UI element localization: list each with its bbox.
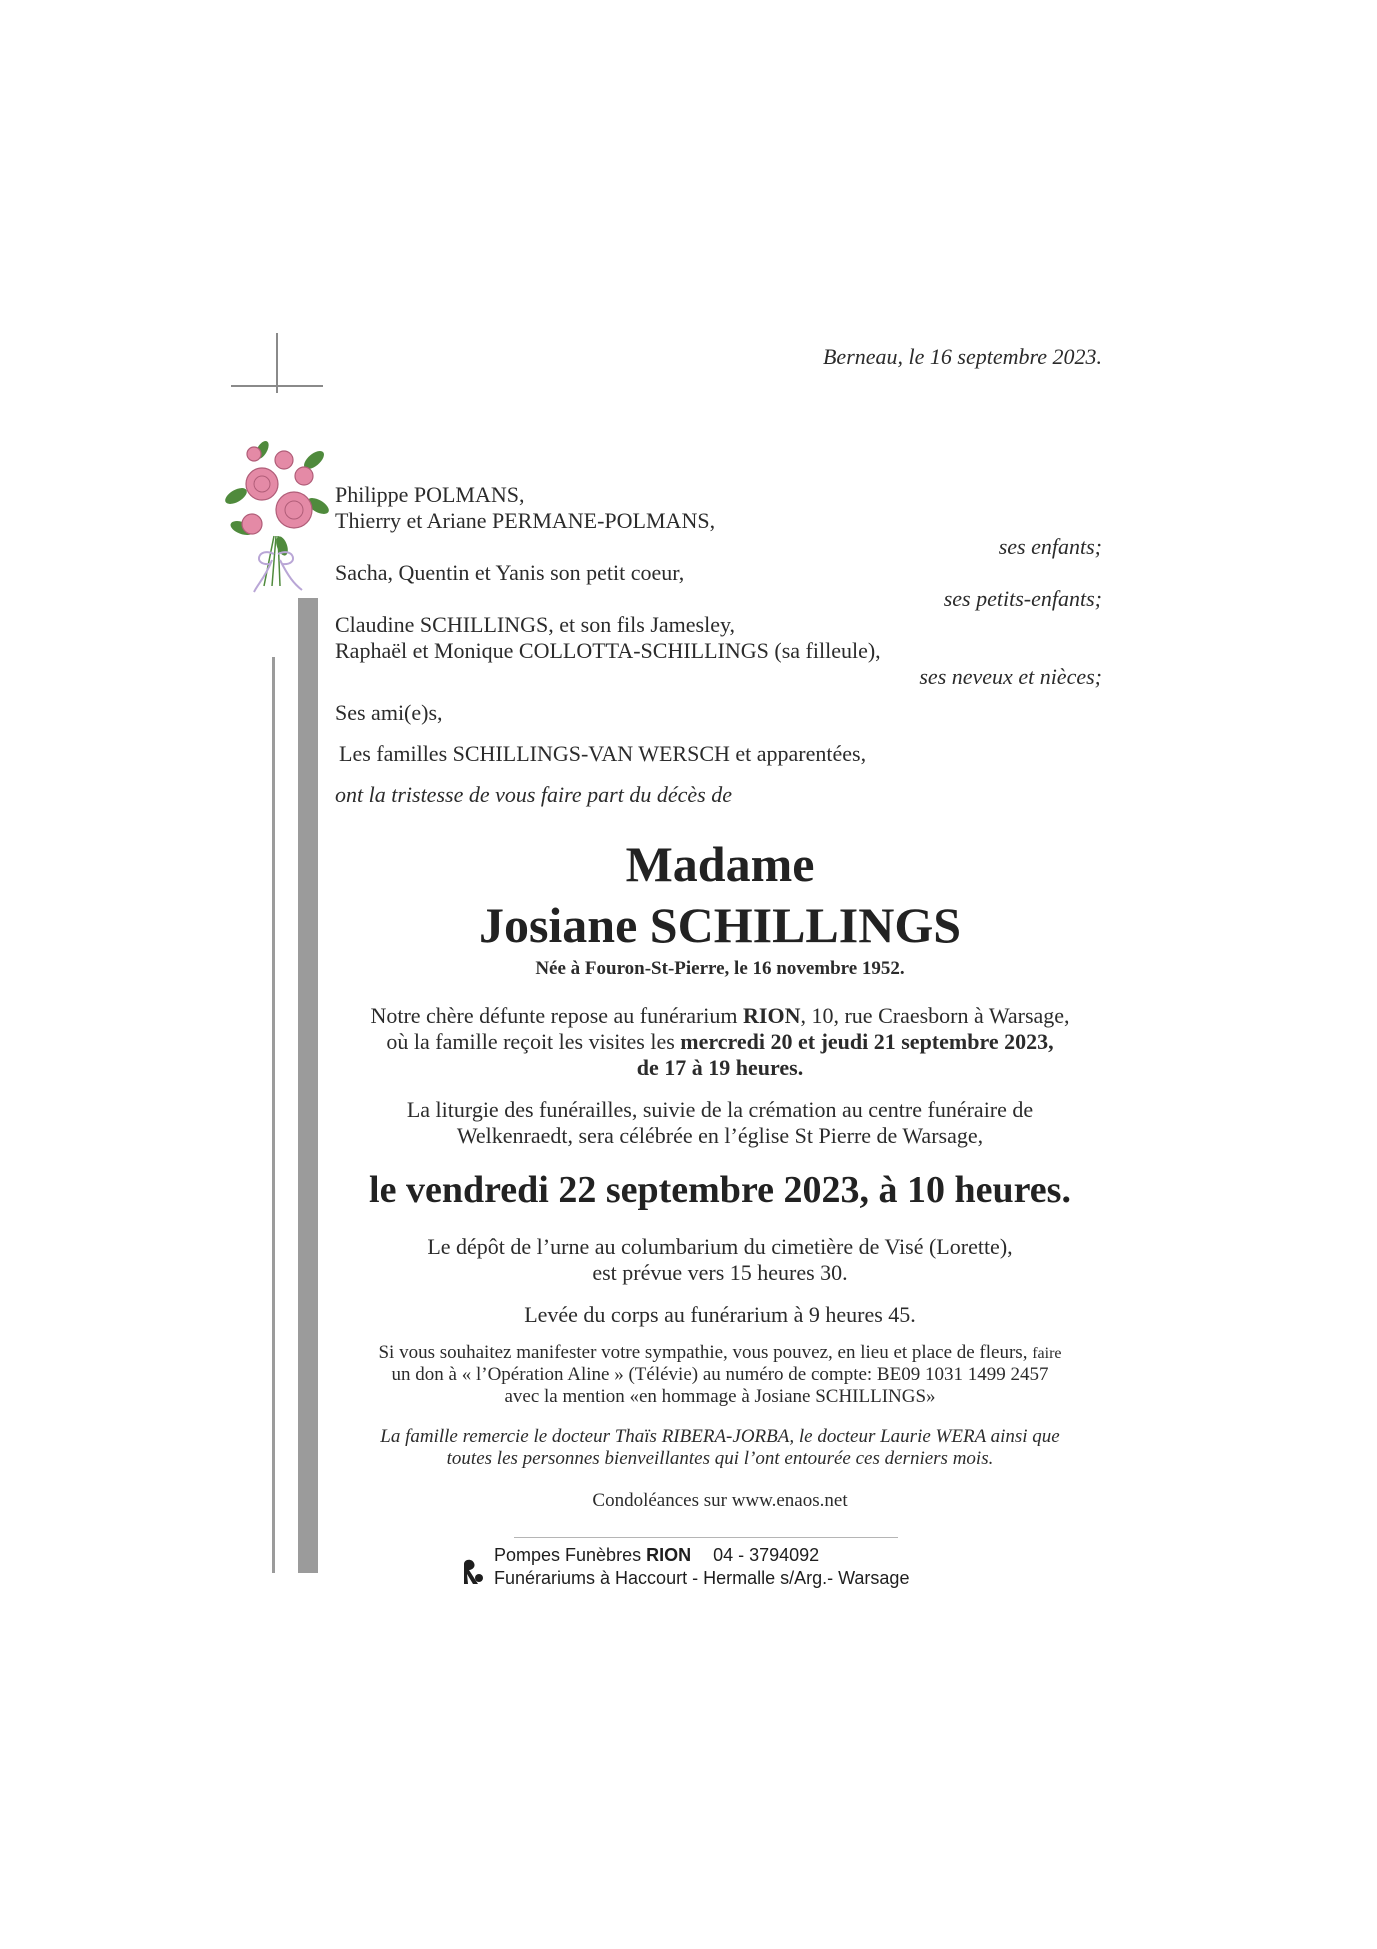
thanks-line-2: toutes les personnes bienveillantes qui l’ont entourée ces derniers mois. [446,1448,994,1469]
urn-line-2: est prévue vers 15 heures 30. [592,1260,848,1285]
deceased-birth: Née à Fouron-St-Pierre, le 16 novembre 1952. [535,958,905,979]
role-nephews: ses neveux et nièces; [919,664,1102,689]
visit-hours: de 17 à 19 heures. [636,1055,804,1080]
family-grandchildren: Sacha, Quentin et Yanis son petit coeur, [335,560,685,585]
donation-text-small: faire [1032,1345,1062,1362]
funeral-home-name: RION [743,1003,801,1028]
donation-line-3: avec la mention «en hommage à Josiane SCHILLINGS» [504,1386,936,1407]
donation-text: Si vous souhaitez manifester votre sympathie, vous pouvez, en lieu et place de fleurs, [378,1342,1028,1363]
cross-horizontal [231,385,323,387]
footer-company-name: RION [646,1545,692,1565]
rest-address: , 10, rue Craesborn à Warsage, [800,1003,1070,1028]
cross-vertical [276,333,278,393]
donation-line-1 [270,1342,1170,1365]
family-families: Les familles SCHILLINGS-VAN WERSCH et apparentées, [339,741,867,766]
donation-line-2: un don à « l’Opération Aline » (Télévie) au numéro de compte: BE09 1031 1499 2457 [391,1364,1049,1385]
footer-divider [514,1537,898,1538]
deceased-name: Josiane SCHILLINGS [478,897,962,953]
family-child-2: Thierry et Ariane PERMANE-POLMANS, [335,508,716,533]
family-nephew-1: Claudine SCHILLINGS, et son fils Jamesley, [335,612,736,637]
thanks-line-1: La famille remercie le docteur Thaïs RIBERA-JORBA, le docteur Laurie WERA ainsi que [380,1426,1060,1447]
family-friends: Ses ami(e)s, [335,700,443,725]
announcement-line: ont la tristesse de vous faire part du décès de [335,782,732,807]
place-date: Berneau, le 16 septembre 2023. [822,344,1102,369]
ceremony-date: le vendredi 22 septembre 2023, à 10 heures. [369,1169,1071,1211]
footer-phone: 04 - 3794092 [713,1545,820,1565]
family-nephew-2: Raphaël et Monique COLLOTTA-SCHILLINGS (sa filleule), [335,638,881,663]
footer-locations: Funérariums à Haccourt - Hermalle s/Arg.- Warsage [494,1568,910,1588]
role-children: ses enfants; [998,534,1102,559]
rest-text: Notre chère défunte repose au funérarium [370,1003,744,1028]
funeral-home-logo-icon [460,1556,486,1586]
visit-dates: mercredi 20 et jeudi 21 septembre 2023, [680,1029,1054,1054]
deceased-title: Madame [625,836,815,892]
visits-text: où la famille reçoit les visites les [386,1029,681,1054]
levee-line: Levée du corps au funérarium à 9 heures 45. [524,1302,916,1327]
role-grandchildren: ses petits-enfants; [943,586,1102,611]
family-child-1: Philippe POLMANS, [335,482,525,507]
rest-line-2 [270,1029,1170,1055]
condolences-line: Condoléances sur www.enaos.net [592,1490,848,1511]
rose-bouquet-icon [222,436,332,596]
footer-company-prefix: Pompes Funèbres [494,1545,647,1565]
urn-line-1: Le dépôt de l’urne au columbarium du cimetière de Visé (Lorette), [427,1234,1013,1259]
liturgy-line-1: La liturgie des funérailles, suivie de la crémation au centre funéraire de [406,1097,1034,1122]
liturgy-line-2: Welkenraedt, sera célébrée en l’église St Pierre de Warsage, [456,1123,984,1148]
rest-line-1 [270,1003,1170,1029]
footer-company-line [494,1544,819,1566]
